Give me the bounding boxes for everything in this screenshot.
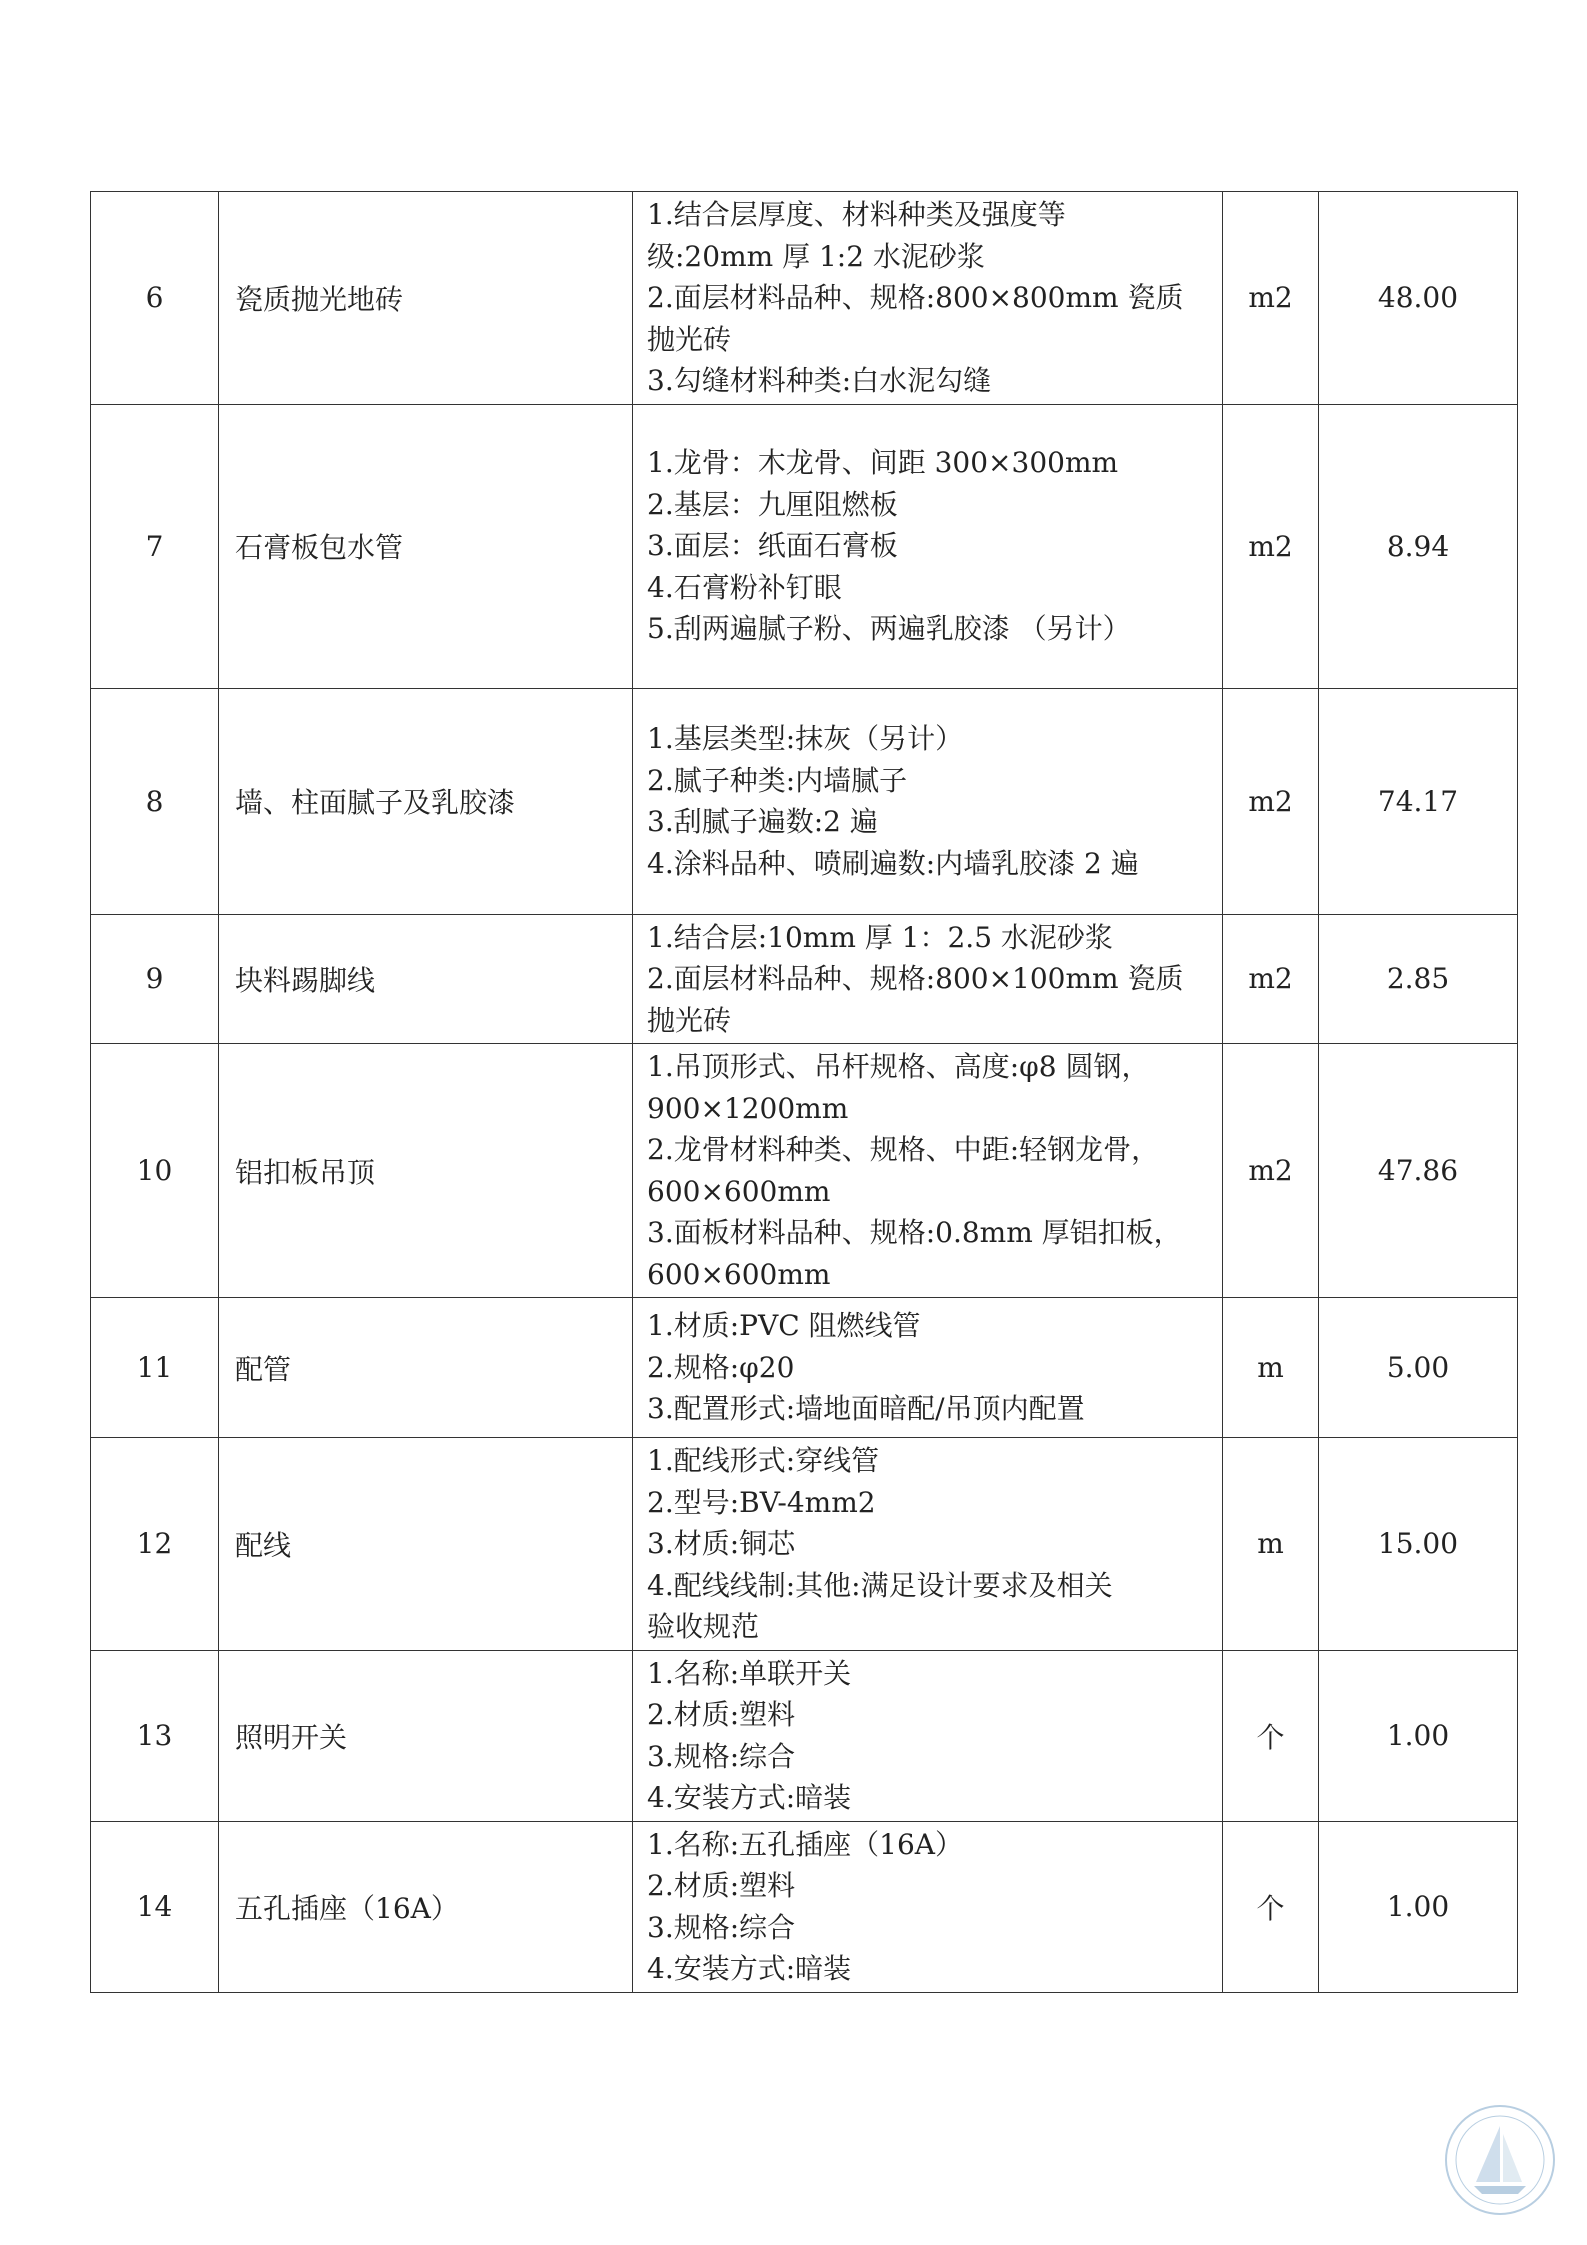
bill-of-quantities-table: [90, 191, 1518, 1993]
item-index: 10: [91, 1044, 219, 1298]
table-row: [91, 1438, 1518, 1651]
description-line: 抛光砖: [647, 1003, 732, 1037]
item-quantity: 1.00: [1319, 1821, 1518, 1992]
description-line: 2.材质:塑料: [647, 1869, 796, 1902]
item-name: 照明开关: [219, 1650, 633, 1821]
item-name: 瓷质抛光地砖: [219, 192, 633, 405]
item-unit: m2: [1223, 1044, 1319, 1298]
item-index: 7: [91, 404, 219, 688]
description-line: 2.材质:塑料: [647, 1698, 796, 1731]
description-line: 1.名称:五孔插座（16A）: [647, 1827, 963, 1861]
description-line: 1.龙骨：木龙骨、间距 300×300mm: [647, 446, 1119, 480]
item-unit: m2: [1223, 914, 1319, 1044]
description-line: 4.安装方式:暗装: [647, 1952, 852, 1985]
item-name: 配线: [219, 1438, 633, 1651]
description-line: 1.结合层厚度、材料种类及强度等: [647, 198, 1066, 231]
item-quantity: 48.00: [1319, 192, 1518, 405]
item-unit: m: [1223, 1298, 1319, 1438]
description-line: 600×600mm: [647, 1257, 831, 1291]
description-line: 2.面层材料品种、规格:800×800mm 瓷质: [647, 281, 1184, 314]
item-quantity: 1.00: [1319, 1650, 1518, 1821]
description-line: 1.基层类型:抹灰（另计）: [647, 722, 964, 755]
item-index: 13: [91, 1650, 219, 1821]
item-index: 12: [91, 1438, 219, 1651]
item-quantity: 47.86: [1319, 1044, 1518, 1298]
table-row: [91, 688, 1518, 914]
item-unit: 个: [1223, 1650, 1319, 1821]
item-unit: m2: [1223, 192, 1319, 405]
description-line: 2.腻子种类:内墙腻子: [647, 763, 908, 797]
table-row: [91, 1044, 1518, 1298]
description-line: 2.型号:BV-4mm2: [647, 1485, 876, 1519]
item-description: [633, 1650, 1223, 1821]
description-line: 4.配线线制:其他:满足设计要求及相关: [647, 1568, 1113, 1602]
item-description: [633, 1298, 1223, 1438]
item-description: [633, 1821, 1223, 1992]
description-line: 5.刮两遍腻子粉、两遍乳胶漆 （另计）: [647, 612, 1131, 646]
description-line: 3.刮腻子遍数:2 遍: [647, 805, 878, 838]
description-line: 1.名称:单联开关: [647, 1656, 852, 1690]
description-line: 2.基层：九厘阻燃板: [647, 487, 898, 521]
item-description: [633, 1438, 1223, 1651]
table-row: [91, 404, 1518, 688]
item-unit: m2: [1223, 404, 1319, 688]
item-unit: m: [1223, 1438, 1319, 1651]
description-line: 级:20mm 厚 1:2 水泥砂浆: [647, 239, 985, 273]
description-line: 3.材质:铜芯: [647, 1527, 796, 1560]
item-quantity: 2.85: [1319, 914, 1518, 1044]
table-row: [91, 914, 1518, 1044]
item-name: 五孔插座（16A）: [219, 1821, 633, 1992]
description-line: 2.面层材料品种、规格:800×100mm 瓷质: [647, 962, 1184, 995]
item-name: 块料踢脚线: [219, 914, 633, 1044]
item-description: [633, 688, 1223, 914]
item-quantity: 5.00: [1319, 1298, 1518, 1438]
description-line: 1.材质:PVC 阻燃线管: [647, 1309, 921, 1343]
description-line: 3.规格:综合: [647, 1910, 796, 1944]
item-quantity: 15.00: [1319, 1438, 1518, 1651]
description-line: 验收规范: [647, 1610, 760, 1643]
table-row: [91, 1650, 1518, 1821]
description-line: 2.规格:φ20: [647, 1350, 795, 1384]
item-index: 6: [91, 192, 219, 405]
description-line: 600×600mm: [647, 1174, 831, 1208]
item-unit: m2: [1223, 688, 1319, 914]
description-line: 3.规格:综合: [647, 1739, 796, 1773]
item-quantity: 8.94: [1319, 404, 1518, 688]
item-index: 8: [91, 688, 219, 914]
description-line: 1.配线形式:穿线管: [647, 1444, 880, 1477]
item-description: [633, 404, 1223, 688]
item-index: 11: [91, 1298, 219, 1438]
description-line: 4.石膏粉补钉眼: [647, 570, 842, 604]
item-quantity: 74.17: [1319, 688, 1518, 914]
description-line: 2.龙骨材料种类、规格、中距:轻钢龙骨，: [647, 1133, 1160, 1166]
description-line: 3.勾缝材料种类:白水泥勾缝: [647, 364, 992, 397]
item-index: 14: [91, 1821, 219, 1992]
item-description: [633, 192, 1223, 405]
item-name: 铝扣板吊顶: [219, 1044, 633, 1298]
sailboat-seal-icon: [1440, 2100, 1560, 2220]
item-name: 配管: [219, 1298, 633, 1438]
item-unit: 个: [1223, 1821, 1319, 1992]
description-line: 3.面板材料品种、规格:0.8mm 厚铝扣板，: [647, 1216, 1182, 1249]
table-row: [91, 1821, 1518, 1992]
description-line: 4.涂料品种、喷刷遍数:内墙乳胶漆 2 遍: [647, 846, 1139, 880]
table-row: [91, 1298, 1518, 1438]
description-line: 900×1200mm: [647, 1091, 849, 1125]
description-line: 4.安装方式:暗装: [647, 1781, 852, 1814]
description-line: 1.吊顶形式、吊杆规格、高度:φ8 圆钢，: [647, 1050, 1150, 1083]
description-line: 1.结合层:10mm 厚 1：2.5 水泥砂浆: [647, 920, 1113, 954]
description-line: 3.面层：纸面石膏板: [647, 529, 898, 563]
item-description: [633, 1044, 1223, 1298]
description-line: 抛光砖: [647, 322, 732, 356]
item-description: [633, 914, 1223, 1044]
item-name: 墙、柱面腻子及乳胶漆: [219, 688, 633, 914]
item-index: 9: [91, 914, 219, 1044]
item-name: 石膏板包水管: [219, 404, 633, 688]
description-line: 3.配置形式:墙地面暗配/吊顶内配置: [647, 1392, 1085, 1426]
table-row: [91, 192, 1518, 405]
